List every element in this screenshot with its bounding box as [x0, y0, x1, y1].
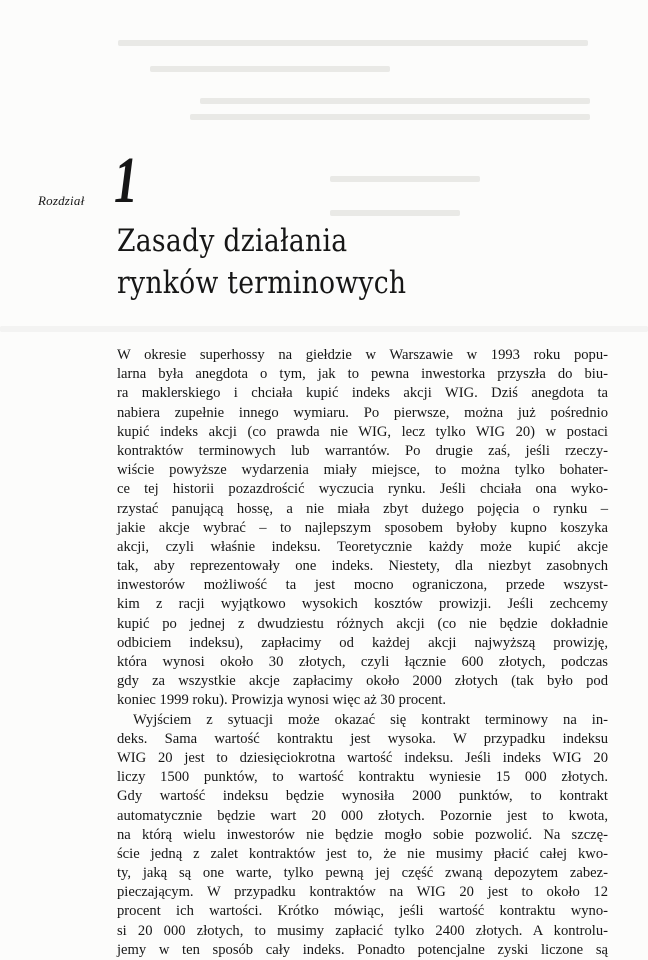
text-line: deks. Sama wartość kontraktu jest wysoka. W przypadku indeksu	[117, 730, 608, 747]
text-line: kim z racji wyjątkowo wysokich kosztów prowizji. Jeśli zechcemy	[117, 596, 608, 613]
text-line: automatycznie będzie wart 20 000 złotych. Pozornie jest to kwota,	[117, 807, 608, 824]
text-line: ście jedną z zalet kontraktów jest to, że nie musimy płacić całej kwo-	[117, 845, 608, 862]
chapter-title-line: Zasady działania	[117, 223, 348, 259]
text-line: Wyjściem z sytuacji może okazać się kontrakt terminowy na in-	[133, 711, 608, 728]
text-line: procent ich wartości. Krótko mówiąc, jeśli wartość kontraktu wyno-	[117, 903, 608, 920]
text-line: kupić indeks akcji (co prawda nie WIG, lecz tylko WIG 20) w postaci	[117, 423, 608, 440]
text-line: si 20 000 złotych, to musimy zapłacić tylko 2400 złotych. A kontrolu-	[117, 922, 608, 939]
text-line: gdy za wszystkie akcje zapłacimy około 2000 złotych (tak było pod	[117, 673, 608, 690]
chapter-label: Rozdział	[38, 193, 85, 208]
text-line: kupić po jednej z dwudziestu różnych akcji (co nie będzie dokładnie	[117, 615, 608, 632]
text-line: odbiciem indeksu), zapłacimy od każdej akcji najwyższą prowizję,	[117, 634, 608, 651]
chapter-title	[117, 220, 406, 304]
text-line: ty, jaką są one warte, tylko pewną jej część zwaną depozytem zabez-	[117, 865, 608, 882]
chapter-number: 1	[114, 144, 138, 217]
text-line: liczy 1500 punktów, to wartość kontraktu wyniesie 15 000 złotych.	[117, 769, 608, 786]
text-line: tak, aby reprezentowały one indeks. Niestety, dla niezbyt zasobnych	[117, 558, 608, 575]
text-line: wiście powyższe wydarzenia miały miejsce, to można tylko bohater-	[117, 462, 608, 479]
text-line: na którą wielu inwestorów nie będzie mogło sobie pozwolić. Na szczę-	[117, 826, 608, 843]
text-line: WIG 20 jest to dziesięciokrotna wartość indeksu. Jeśli indeks WIG 20	[117, 749, 608, 766]
text-line: inwestorów możliwość ta jest mocno ograniczona, przede wszyst-	[117, 577, 608, 594]
text-line: jakie akcje wybrać – to najlepszym sposobem byłoby kupno koszyka	[117, 519, 608, 536]
text-line: akcji, czyli właśnie indeksu. Teoretycznie każdy może kupić akcje	[117, 538, 608, 555]
text-line: koniec 1999 roku). Prowizja wynosi więc aż 30 procent.	[117, 692, 447, 709]
text-line: nabiera zupełnie innego wymiaru. Po pierwsze, można już pośrednio	[117, 404, 608, 421]
text-line: ra maklerskiego i chciała kupić indeks akcji WIG. Dziś anegdota ta	[117, 385, 608, 402]
text-line: Gdy wartość indeksu będzie wynosiła 2000 punktów, to kontrakt	[117, 788, 608, 805]
text-line: larna była anegdota o tym, jak to pewna inwestorka przyszła do biu-	[117, 366, 608, 383]
text-line: pieczającym. W przypadku kontraktów na WIG 20 jest to około 12	[117, 884, 608, 901]
text-line: jemy w ten sposób cały indeks. Ponadto potencjalne zyski liczone są	[117, 941, 608, 958]
text-line: W okresie superhossy na giełdzie w Warszawie w 1993 roku popu-	[117, 347, 608, 363]
paragraph	[117, 711, 608, 960]
text-line: kontraktów terminowych lub warrantów. Po drugie zaś, jeśli rzeczy-	[117, 442, 608, 459]
body-text	[117, 346, 608, 960]
text-line: która wynosi około 30 złotych, czyli łącznie 600 złotych, podczas	[117, 654, 608, 670]
chapter-title-line: rynków terminowych	[117, 265, 407, 301]
text-line: rzystać panującą hossę, a nie miała zbyt dużego pojęcia o rynku –	[117, 500, 608, 517]
paragraph	[117, 346, 608, 711]
text-line: ce tej historii pozazdrościć wyczucia rynku. Jeśli chciała ona wyko-	[117, 481, 608, 498]
